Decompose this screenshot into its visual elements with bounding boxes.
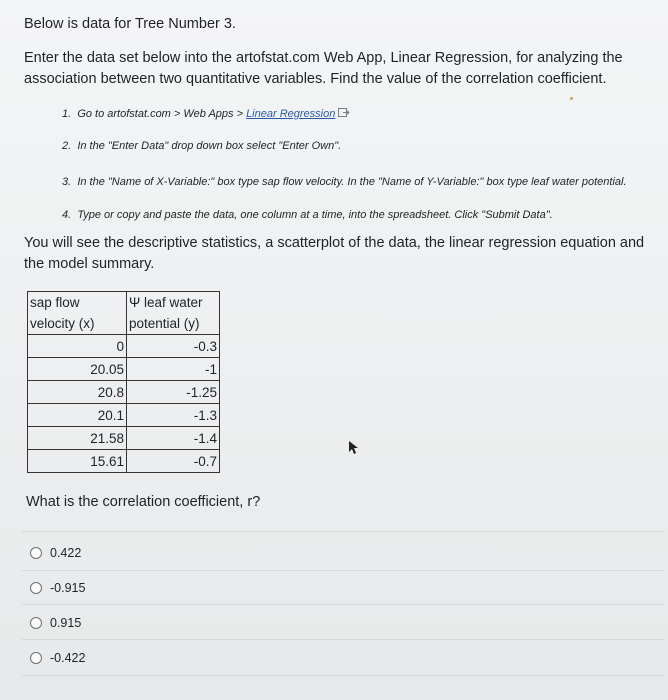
table-row (28, 450, 220, 473)
radio-button[interactable] (30, 582, 42, 594)
radio-button[interactable] (30, 547, 42, 559)
step-4 (62, 209, 553, 221)
option-label[interactable]: -0.915 (50, 581, 86, 595)
x-cell: 0 (28, 335, 127, 358)
x-cell: 21.58 (28, 427, 127, 450)
table-header-row (28, 292, 220, 314)
data-table (27, 291, 220, 473)
option-1[interactable] (30, 546, 81, 560)
step-3 (62, 176, 627, 188)
instructions-paragraph: Enter the data set below into the artofstat.com Web App, Linear Regression, for analyzing the association between two quantitative variables. Find the value of the correlation coefficient. (24, 50, 623, 87)
table-row (28, 404, 220, 427)
divider (22, 604, 664, 605)
mouse-cursor-icon (349, 441, 359, 455)
x-cell: 20.05 (28, 358, 127, 381)
after-text: You will see the descriptive statistics, a scatterplot of the data, the linear regression equation and the model summary. (24, 235, 645, 272)
step-text: Go to artofstat.com > Web Apps > (77, 108, 247, 120)
option-2[interactable] (30, 581, 85, 595)
radio-button[interactable] (30, 652, 42, 664)
table-header-row (28, 313, 220, 335)
option-label[interactable]: -0.422 (50, 651, 86, 665)
divider (22, 639, 664, 640)
divider (22, 531, 664, 532)
speck (570, 97, 573, 100)
x-cell: 15.61 (28, 450, 127, 473)
table-row (28, 427, 220, 450)
step-2 (62, 140, 341, 152)
table-row (28, 381, 220, 404)
option-label[interactable]: 0.422 (50, 546, 82, 560)
option-label[interactable]: 0.915 (50, 616, 82, 630)
step-number: 2. (62, 140, 72, 152)
y-cell: -1.3 (127, 404, 220, 427)
step-number: 4. (62, 209, 72, 221)
x-cell: 20.8 (28, 381, 127, 404)
y-cell: -0.7 (127, 450, 220, 473)
step-text: In the "Enter Data" drop down box select "Enter Own". (77, 140, 342, 152)
divider (22, 675, 664, 676)
divider (22, 570, 664, 571)
step-text: Type or copy and paste the data, one column at a time, into the spreadsheet. Click "Submit Data". (77, 209, 553, 221)
x-header: sap flow (28, 292, 127, 314)
y-cell: -1 (127, 358, 220, 381)
x-cell: 20.1 (28, 404, 127, 427)
option-3[interactable] (30, 616, 81, 630)
x-header: velocity (x) (28, 313, 127, 335)
y-header: Ψ leaf water (127, 292, 220, 314)
y-cell: -1.4 (127, 427, 220, 450)
table-row (28, 335, 220, 358)
linear-regression-link[interactable]: Linear Regression (246, 108, 336, 120)
question-text: What is the correlation coefficient, r? (26, 494, 261, 510)
y-cell: -1.25 (127, 381, 220, 404)
intro-text: Below is data for Tree Number 3. (24, 16, 236, 32)
step-text: In the "Name of X-Variable:" box type sap flow velocity. In the "Name of Y-Variable:" box type leaf water potential. (77, 176, 627, 188)
external-link-icon[interactable] (338, 108, 350, 118)
step-1 (62, 108, 350, 120)
radio-button[interactable] (30, 617, 42, 629)
option-4[interactable] (30, 651, 85, 665)
y-cell: -0.3 (127, 335, 220, 358)
step-number: 1. (62, 108, 72, 120)
y-header: potential (y) (127, 313, 220, 335)
table-row (28, 358, 220, 381)
step-number: 3. (62, 176, 72, 188)
